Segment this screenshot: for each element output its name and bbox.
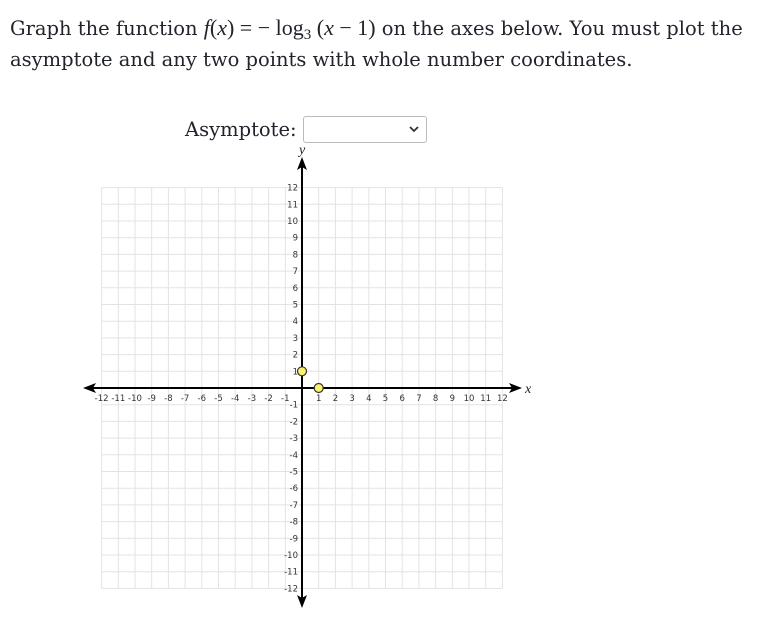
plot-point[interactable]	[314, 384, 323, 393]
y-tick-label: 2	[292, 350, 298, 361]
y-tick-label: 1	[292, 367, 298, 378]
y-tick-label: 6	[292, 283, 298, 294]
y-tick-label: 3	[292, 333, 298, 344]
arg-open-paren: (	[316, 15, 325, 40]
x-tick-label: 5	[382, 394, 389, 404]
y-tick-label: -6	[289, 484, 298, 495]
x-tick-label: -12	[94, 394, 109, 404]
argument-rest: − 1)	[333, 15, 376, 40]
function-expression: f(x) = − $\log_3 (x - 1)$	[203, 15, 376, 43]
y-tick-label: 8	[292, 250, 298, 261]
y-tick-label: 12	[287, 183, 298, 194]
x-tick-label: 4	[366, 394, 372, 404]
prompt-text-end: on the axes below. You must plot the asymptote and any two points with whole number coordinates.	[10, 17, 743, 71]
x-tick-label: -9	[147, 394, 156, 404]
y-tick-label: -7	[289, 500, 298, 511]
function-name: f	[203, 15, 210, 40]
y-tick-label: -5	[289, 467, 298, 478]
y-tick-label: -2	[289, 417, 298, 428]
y-tick-label: 4	[292, 317, 298, 328]
x-tick-label: -7	[180, 394, 190, 404]
log-base: 3	[303, 27, 312, 43]
x-tick-label: 8	[432, 394, 439, 404]
x-tick-label: -11	[111, 394, 126, 404]
x-tick-label: -6	[197, 394, 207, 404]
x-tick-label: 10	[463, 394, 475, 404]
x-tick-label: -8	[164, 394, 173, 404]
x-tick-label: 7	[416, 394, 422, 404]
x-axis-label: x	[525, 382, 532, 397]
x-tick-label: 11	[480, 394, 492, 404]
x-tick-label: 2	[332, 394, 339, 404]
x-tick-label: 1	[315, 394, 322, 404]
function-equals: = −	[234, 15, 271, 40]
y-tick-label: -1	[289, 400, 298, 411]
argument-variable: x	[324, 15, 334, 40]
x-tick-label: -10	[128, 394, 142, 404]
x-tick-label: -5	[214, 394, 223, 404]
y-tick-label: 10	[287, 217, 298, 227]
x-tick-label: -4	[230, 394, 240, 404]
y-tick-label: -3	[289, 434, 298, 445]
y-tick-label: -4	[289, 450, 298, 461]
y-tick-label: -12	[284, 584, 298, 595]
log-symbol: log	[275, 15, 304, 40]
y-tick-label: 9	[292, 233, 298, 244]
x-tick-label: -2	[264, 394, 273, 404]
y-tick-label: 11	[287, 200, 298, 211]
x-tick-label: -3	[247, 394, 257, 404]
y-tick-label: 7	[292, 267, 298, 278]
y-tick-label: -10	[284, 551, 298, 561]
plot-point[interactable]	[298, 367, 307, 376]
y-tick-label: 5	[292, 300, 298, 311]
y-tick-label: -11	[284, 567, 298, 578]
function-variable: x	[217, 15, 227, 40]
x-tick-label: -1	[281, 394, 290, 404]
prompt-text-start: Graph the function	[10, 17, 204, 40]
y-tick-label: -9	[289, 534, 298, 545]
x-tick-label: 9	[449, 394, 456, 404]
x-tick-label: 3	[349, 394, 355, 404]
y-axis-label: y	[299, 143, 306, 158]
asymptote-label: Asymptote:	[185, 117, 297, 141]
x-tick-label: 12	[496, 394, 508, 404]
x-tick-label: 6	[399, 394, 405, 404]
y-tick-label: -8	[289, 517, 298, 528]
